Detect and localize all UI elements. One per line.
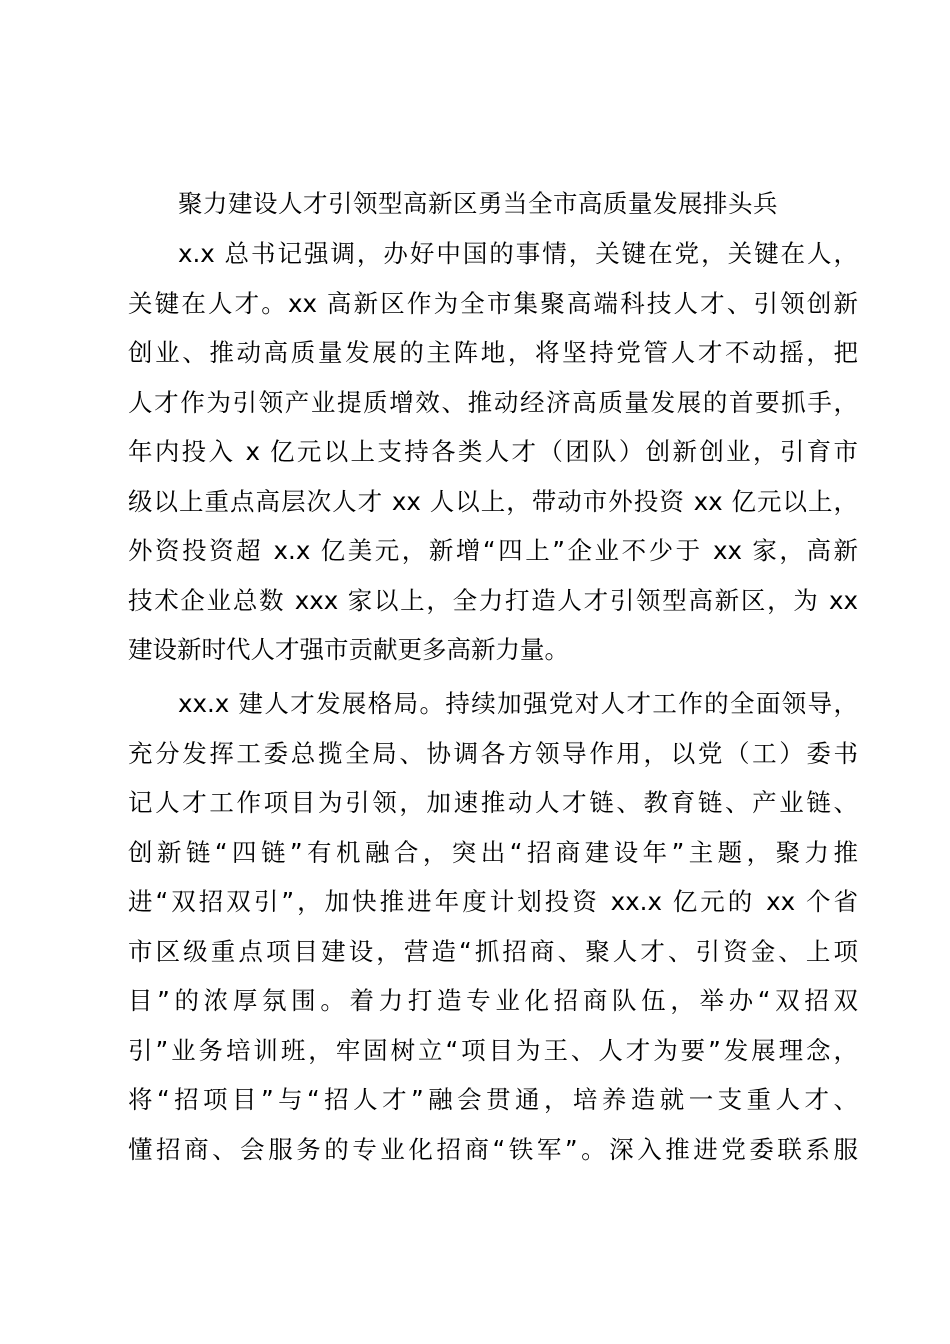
paragraph-1-line-1: x.x 总书记强调，办好中国的事情，关键在党，关键在人， xyxy=(178,239,858,268)
paragraph-2-line-6: 市区级重点项目建设，营造“抓招商、聚人才、引资金、上项 xyxy=(128,937,858,966)
paragraph-1-line-2: 关键在人才。xx 高新区作为全市集聚高端科技人才、引领创新 xyxy=(128,289,858,318)
paragraph-1-line-3: 创业、推动高质量发展的主阵地，将坚持党管人才不动摇，把 xyxy=(128,338,858,367)
paragraph-2-line-1: xx.x 建人才发展格局。持续加强党对人才工作的全面领导， xyxy=(178,689,858,718)
paragraph-1-line-6: 级以上重点高层次人才 xx 人以上，带动市外投资 xx 亿元以上， xyxy=(128,487,858,516)
paragraph-2-line-2: 充分发挥工委总揽全局、协调各方领导作用，以党（工）委书 xyxy=(128,739,858,768)
paragraph-2-line-7: 目”的浓厚氛围。着力打造专业化招商队伍，举办“双招双 xyxy=(128,986,858,1015)
paragraph-1-line-9: 建设新时代人才强市贡献更多高新力量。 xyxy=(128,635,569,664)
paragraph-1-line-4: 人才作为引领产业提质增效、推动经济高质量发展的首要抓手， xyxy=(128,388,858,417)
paragraph-1-line-8: 技术企业总数 xxx 家以上，全力打造人才引领型高新区，为 xx xyxy=(128,586,858,615)
paragraph-1-line-5: 年内投入 x 亿元以上支持各类人才（团队）创新创业，引育市 xyxy=(128,437,858,466)
document-title: 聚力建设人才引领型高新区勇当全市高质量发展排头兵 xyxy=(178,189,778,218)
paragraph-2-line-4: 创新链“四链”有机融合，突出“招商建设年”主题，聚力推 xyxy=(128,838,858,867)
paragraph-2-line-10: 懂招商、会服务的专业化招商“铁军”。深入推进党委联系服 xyxy=(128,1135,858,1164)
paragraph-2-line-9: 将“招项目”与“招人才”融会贯通，培养造就一支重人才、 xyxy=(128,1085,858,1114)
paragraph-2-line-3: 记人才工作项目为引领，加速推动人才链、教育链、产业链、 xyxy=(128,788,858,817)
paragraph-2-line-8: 引”业务培训班，牢固树立“项目为王、人才为要”发展理念， xyxy=(128,1036,858,1065)
paragraph-2-line-5: 进“双招双引”，加快推进年度计划投资 xx.x 亿元的 xx 个省 xyxy=(128,887,858,916)
paragraph-1-line-7: 外资投资超 x.x 亿美元，新增“四上”企业不少于 xx 家，高新 xyxy=(128,536,858,565)
